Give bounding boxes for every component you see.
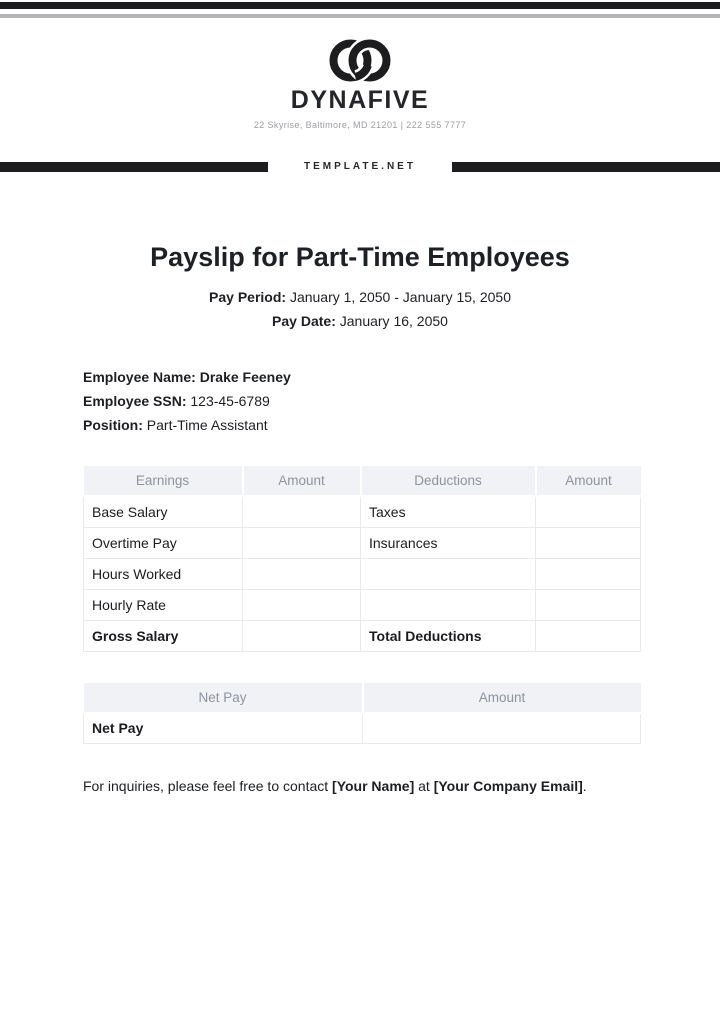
deduction-cell: Insurances	[361, 527, 536, 558]
table-row	[84, 713, 641, 744]
earning-amount-cell	[243, 589, 361, 620]
table-header-row	[84, 683, 641, 713]
contact-email-placeholder: [Your Company Email]	[433, 778, 583, 794]
net-pay-amount-cell	[363, 713, 641, 744]
company-name: DYNAFIVE	[290, 86, 430, 114]
interlocking-rings-icon	[328, 38, 392, 83]
pay-period-label: Pay Period:	[209, 289, 287, 305]
employee-ssn-value: 123-45-6789	[190, 393, 270, 409]
gross-salary-amount-cell	[243, 620, 361, 651]
employee-ssn-label: Employee SSN:	[83, 393, 187, 409]
employee-position-value: Part-Time Assistant	[146, 417, 268, 433]
pay-date-label: Pay Date:	[272, 313, 336, 329]
deduction-amount-cell	[536, 496, 641, 527]
deduction-cell: Taxes	[361, 496, 536, 527]
net-pay-table	[83, 683, 641, 745]
pay-date-line	[0, 313, 720, 329]
deduction-amount-cell	[536, 527, 641, 558]
total-deductions-amount-cell	[536, 620, 641, 651]
employee-name-label: Employee Name:	[83, 369, 196, 385]
earnings-header: Earnings	[84, 466, 243, 496]
page-title: Payslip for Part-Time Employees	[150, 242, 570, 272]
net-pay-cell: Net Pay	[84, 713, 363, 744]
earning-cell: Hours Worked	[84, 558, 243, 589]
earning-cell: Base Salary	[84, 496, 243, 527]
brand-divider-bar-right	[452, 162, 720, 172]
deductions-amount-header: Amount	[536, 466, 641, 496]
employee-position-label: Position:	[83, 417, 143, 433]
inquiries-text-middle: at	[414, 778, 434, 794]
deductions-header: Deductions	[361, 466, 536, 496]
brand-divider-bar-left	[0, 162, 268, 172]
deduction-cell	[361, 589, 536, 620]
employee-position-line	[83, 413, 720, 437]
net-pay-header: Net Pay	[84, 683, 363, 713]
deduction-amount-cell	[536, 558, 641, 589]
contact-name-placeholder: [Your Name]	[332, 778, 415, 794]
deduction-amount-cell	[536, 589, 641, 620]
company-address: 22 Skyrise, Baltimore, MD 21201 | 222 555 7777	[253, 120, 467, 130]
inquiries-note	[83, 778, 720, 794]
earning-amount-cell	[243, 527, 361, 558]
pay-period-line	[0, 289, 720, 305]
top-rule-primary	[0, 2, 720, 9]
pay-date-value: January 16, 2050	[339, 313, 448, 329]
table-row	[84, 496, 641, 527]
inquiries-text-prefix: For inquiries, please feel free to contact	[83, 778, 333, 794]
table-row	[84, 589, 641, 620]
total-deductions-cell: Total Deductions	[361, 620, 536, 651]
inquiries-text-suffix: .	[582, 778, 587, 794]
table-totals-row	[84, 620, 641, 651]
company-logo	[0, 38, 720, 83]
earning-amount-cell	[243, 496, 361, 527]
pay-period-value: January 1, 2050 - January 15, 2050	[289, 289, 511, 305]
gross-salary-cell: Gross Salary	[84, 620, 243, 651]
deduction-cell	[361, 558, 536, 589]
employee-name-value: Drake Feeney	[199, 369, 291, 385]
earnings-deductions-table	[83, 466, 641, 652]
letterhead	[0, 38, 720, 130]
brand-divider-label: TEMPLATE.NET	[304, 161, 416, 172]
employee-name-line	[83, 365, 720, 389]
employee-info	[83, 365, 720, 437]
table-row	[84, 558, 641, 589]
net-pay-amount-header: Amount	[363, 683, 641, 713]
employee-ssn-line	[83, 389, 720, 413]
earnings-amount-header: Amount	[243, 466, 361, 496]
table-header-row	[84, 466, 641, 496]
top-rule-secondary	[0, 14, 720, 18]
earning-amount-cell	[243, 558, 361, 589]
brand-divider	[0, 161, 720, 172]
table-row	[84, 527, 641, 558]
earning-cell: Hourly Rate	[84, 589, 243, 620]
earning-cell: Overtime Pay	[84, 527, 243, 558]
